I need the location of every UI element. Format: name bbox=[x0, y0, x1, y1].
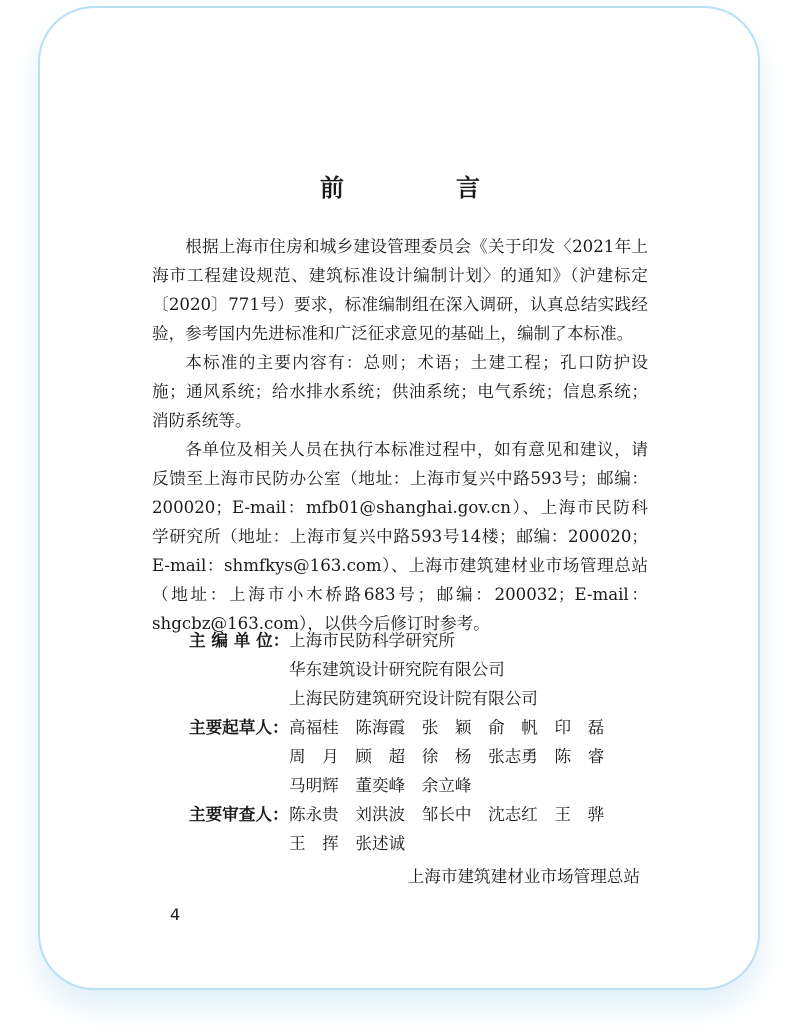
editor-units-label: 主 编 单 位： bbox=[189, 631, 290, 650]
drafters-group bbox=[189, 713, 649, 800]
drafters-line: 周 月 顾 超 徐 杨 张志勇 陈 睿 bbox=[289, 747, 605, 766]
editor-unit-line: 上海民防建筑研究设计院有限公司 bbox=[289, 689, 538, 708]
drafters-line: 马明辉 董奕峰 余立峰 bbox=[289, 776, 472, 795]
preface-paragraph-3: 各单位及相关人员在执行本标准过程中，如有意见和建议，请反馈至上海市民防办公室（地址：上海市复兴中路593号；邮编：200020；E-mail：mfb01@shanghai.gov.cn）、上海市民防科学研究所（地址：上海市复兴中路593号14楼；邮编：200020；E-mail：shmfkys@163.com）、上海市建筑建材业市场管理总站（地址：上海市小木桥路683号；邮编：200032；E-mail：shgcbz@163.com），以供今后修订时参考。 bbox=[152, 440, 648, 633]
editor-units-group bbox=[189, 626, 649, 713]
credits-block bbox=[189, 626, 649, 858]
editor-unit-line: 上海市民防科学研究所 bbox=[289, 631, 455, 650]
reviewers-line: 王 挥 张述诚 bbox=[289, 834, 406, 853]
reviewers-line: 陈永贵 刘洪波 邹长中 沈志红 王 骅 bbox=[289, 805, 605, 824]
reviewers-label: 主要审查人： bbox=[189, 805, 289, 824]
issuer-signature: 上海市建筑建材业市场管理总站 bbox=[407, 867, 640, 886]
page-number: 4 bbox=[170, 905, 181, 924]
page-title: 前 言 bbox=[320, 174, 524, 202]
drafters-values bbox=[289, 713, 649, 800]
preface-body bbox=[152, 232, 648, 638]
reviewers-group bbox=[189, 800, 649, 858]
drafters-line: 高福桂 陈海霞 张 颖 俞 帆 印 磊 bbox=[289, 718, 605, 737]
drafters-label: 主要起草人： bbox=[189, 718, 289, 737]
preface-paragraph-1: 根据上海市住房和城乡建设管理委员会《关于印发〈2021年上海市工程建设规范、建筑标准设计编制计划〉的通知》（沪建标定〔2020〕771号）要求，标准编制组在深入调研，认真总结实践经验，参考国内先进标准和广泛征求意见的基础上，编制了本标准。 bbox=[152, 237, 648, 343]
preface-paragraph-2: 本标准的主要内容有：总则；术语；土建工程；孔口防护设施；通风系统；给水排水系统；供油系统；电气系统；信息系统；消防系统等。 bbox=[152, 353, 648, 430]
editor-unit-line: 华东建筑设计研究院有限公司 bbox=[289, 660, 505, 679]
reviewers-values bbox=[289, 800, 649, 858]
editor-units-values bbox=[289, 626, 649, 713]
